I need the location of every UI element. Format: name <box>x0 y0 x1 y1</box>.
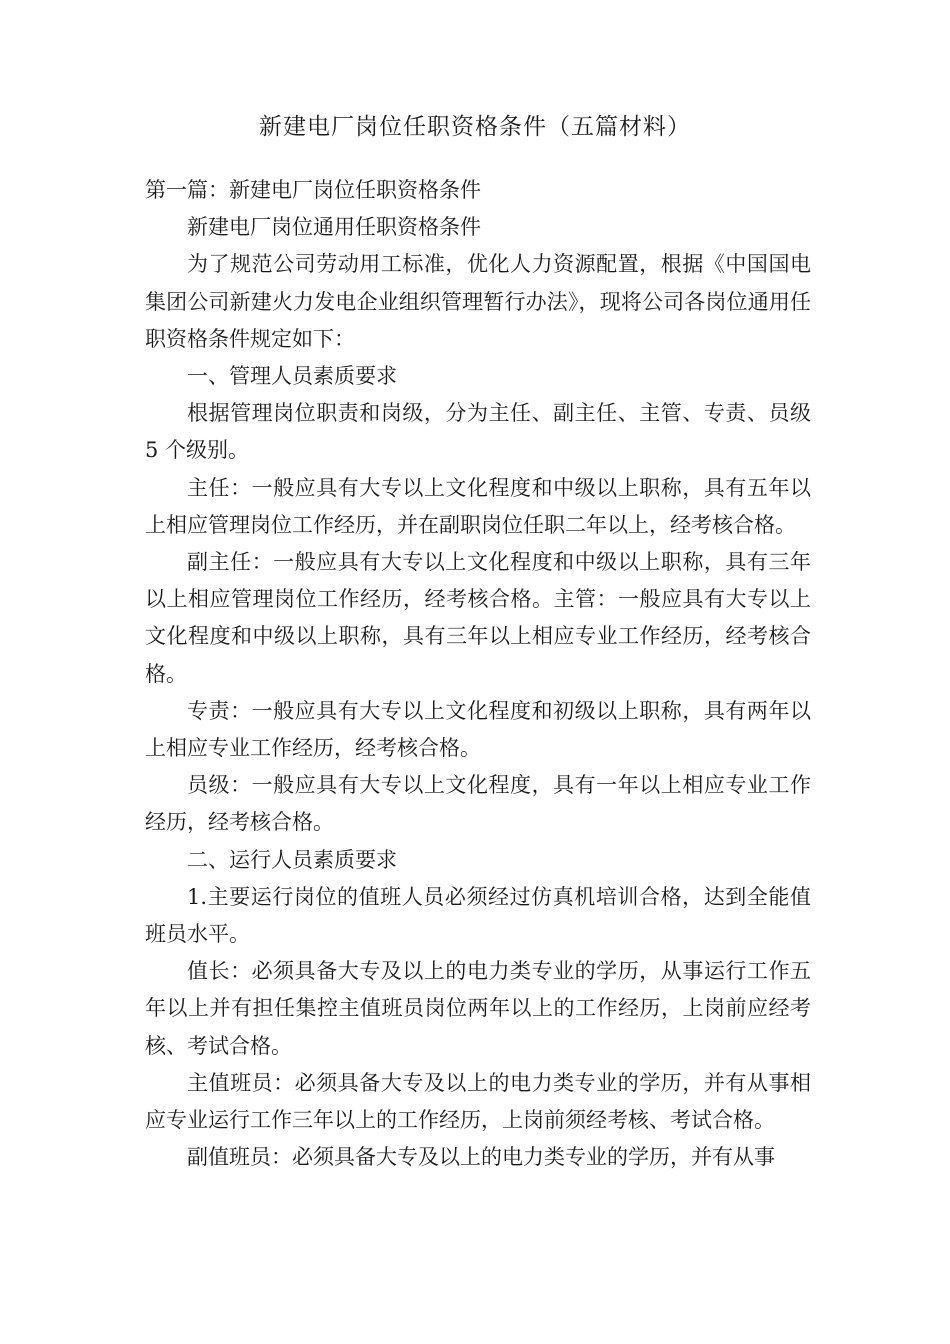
subheading: 二、运行人员素质要求 <box>187 847 397 872</box>
paragraph: 主任：一般应具有大专以上文化程度和中级以上职称，具有五年以上相应管理岗位工作经历，并在副职岗位任职二年以上，经考核合格。 <box>145 475 811 537</box>
paragraph: 根据管理岗位职责和岗级，分为主任、副主任、主管、专责、员级 5 个级别。 <box>145 401 811 463</box>
paragraph: 值长：必须具备大专及以上的电力类专业的学历，从事运行工作五年以上并有担任集控主值班员岗位两年以上的工作经历，上岗前应经考核、考试合格。 <box>145 959 811 1058</box>
subheading: 一、管理人员素质要求 <box>187 364 397 389</box>
paragraph: 主值班员：必须具备大专及以上的电力类专业的学历，并有从事相应专业运行工作三年以上的工作经历，上岗前须经考核、考试合格。 <box>145 1070 811 1133</box>
document-body <box>145 172 811 1176</box>
paragraph: 1.主要运行岗位的值班人员必须经过仿真机培训合格，达到全能值班员水平。 <box>145 884 811 947</box>
paragraph: 为了规范公司劳动用工标准，优化人力资源配置，根据《中国国电集团公司新建火力发电企业组织管理暂行办法》，现将公司各岗位通用任职资格条件规定如下： <box>145 252 811 351</box>
subheading: 新建电厂岗位通用任职资格条件 <box>187 215 481 240</box>
paragraph: 副值班员：必须具备大专及以上的电力类专业的学历，并有从事 <box>187 1145 775 1170</box>
document-title: 新建电厂岗位任职资格条件（五篇材料） <box>259 114 691 140</box>
paragraph: 专责：一般应具有大专以上文化程度和初级以上职称，具有两年以上相应专业工作经历，经考核合格。 <box>145 698 811 761</box>
paragraph: 副主任：一般应具有大专以上文化程度和中级以上职称，具有三年以上相应管理岗位工作经历，经考核合格。主管：一般应具有大专以上文化程度和中级以上职称，具有三年以上相应专业工作经历，经考核合格。 <box>145 550 811 686</box>
section-heading: 第一篇：新建电厂岗位任职资格条件 <box>145 178 481 202</box>
paragraph: 员级：一般应具有大专以上文化程度，具有一年以上相应专业工作经历，经考核合格。 <box>145 773 811 835</box>
